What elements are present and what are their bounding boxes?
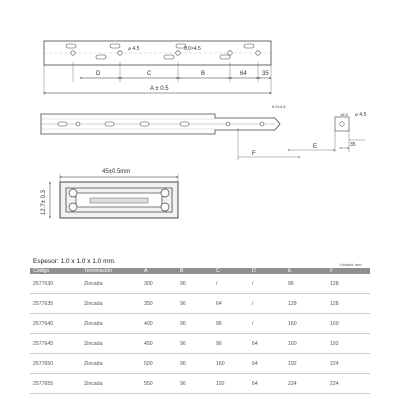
mounting-slot: [164, 55, 174, 59]
mounting-slot: [220, 55, 230, 59]
col-header: F: [328, 268, 370, 274]
table-cell: 96: [178, 334, 214, 354]
table-cell: 192: [286, 354, 328, 374]
mounting-slot: [110, 44, 120, 48]
col-header: D: [250, 268, 286, 274]
right-dim-label: 16.5: [340, 112, 348, 117]
table-cell: 96: [214, 314, 250, 334]
top-view: [44, 41, 271, 95]
dim-f: F: [252, 151, 256, 157]
table-cell: 160: [328, 314, 370, 334]
table-cell: Zincada: [82, 334, 142, 354]
table-cell: 192: [328, 334, 370, 354]
table-row: [30, 314, 370, 334]
ball-bearing: [69, 203, 77, 211]
table-cell: 192: [214, 374, 250, 394]
table-cell: 450: [142, 334, 178, 354]
table-cell: 160: [286, 314, 328, 334]
col-header: C: [214, 268, 250, 274]
side-hole: [76, 122, 80, 126]
side-hole: [180, 122, 189, 126]
table-row: [30, 354, 370, 374]
spec-title: Espesor: 1.0 x 1.0 x 1.0 mm.: [33, 258, 116, 265]
table-cell: 224: [328, 354, 370, 374]
end-bracket: [335, 117, 349, 131]
mounting-hole: [176, 51, 180, 55]
table-cell: /: [250, 314, 286, 334]
unit-note: Unidad: mm: [340, 262, 362, 267]
table-cell: /: [214, 274, 250, 294]
table-cell: 96: [178, 274, 214, 294]
table-cell: 96: [178, 354, 214, 374]
table-cell: 2577635: [30, 294, 82, 314]
spec-table: [30, 268, 370, 394]
table-cell: 96: [214, 334, 250, 354]
table-cell: 300: [142, 274, 178, 294]
table-cell: 2577630: [30, 274, 82, 294]
col-header: Código: [30, 268, 82, 274]
col-header: B: [178, 268, 214, 274]
side-hole: [140, 122, 149, 126]
side-hole: [226, 122, 230, 126]
ball-bearing: [161, 203, 169, 211]
table-cell: /: [250, 274, 286, 294]
table-cell: 96: [178, 314, 214, 334]
dim-c: C: [147, 71, 152, 77]
mounting-hole: [118, 51, 122, 55]
section-view: [41, 169, 178, 218]
table-cell: 2577655: [30, 374, 82, 394]
ball-bearing: [69, 189, 77, 197]
mounting-hole: [228, 51, 232, 55]
col-header: E: [286, 268, 328, 274]
table-cell: 2577650: [30, 354, 82, 374]
table-cell: 64: [250, 374, 286, 394]
table-cell: 160: [214, 354, 250, 374]
table-cell: 2577645: [30, 334, 82, 354]
dim-overall: A ± 0.5: [150, 86, 169, 92]
table-cell: 550: [142, 374, 178, 394]
ball-bearing: [161, 189, 169, 197]
hole-label: ⌀ 4.5: [128, 46, 140, 52]
col-header: A: [142, 268, 178, 274]
mounting-hole: [256, 51, 260, 55]
table-cell: 96: [178, 294, 214, 314]
slot-label: 9.0×4.5: [184, 46, 201, 52]
col-header: Terminación: [82, 268, 142, 274]
table-row: [30, 334, 370, 354]
side-hole: [105, 122, 114, 126]
table-cell: 64: [250, 354, 286, 374]
mounting-slot: [96, 55, 106, 59]
mounting-slot: [66, 44, 76, 48]
table-cell: 500: [142, 354, 178, 374]
section-width-label: 45±0.5mm: [102, 169, 131, 175]
table-cell: 64: [214, 294, 250, 314]
dim-35-side: 35: [350, 142, 356, 148]
dim-35: 35: [262, 71, 269, 77]
table-cell: 350: [142, 294, 178, 314]
side-hole: [260, 122, 264, 126]
table-cell: 160: [286, 334, 328, 354]
table-cell: Zincada: [82, 374, 142, 394]
mounting-slot: [244, 44, 254, 48]
side-view: [41, 104, 367, 160]
mounting-hole: [71, 51, 75, 55]
dim-d: D: [96, 71, 101, 77]
table-row: [30, 374, 370, 394]
table-row: [30, 294, 370, 314]
table-cell: 400: [142, 314, 178, 334]
table-cell: Zincada: [82, 274, 142, 294]
table-cell: 128: [328, 294, 370, 314]
table-row: [30, 274, 370, 294]
side-hole: [58, 122, 67, 126]
table-cell: 96: [178, 374, 214, 394]
dim-e: E: [313, 144, 318, 150]
table-cell: 224: [286, 374, 328, 394]
side-slot-label: 9.0×4.5: [272, 104, 286, 109]
section-height-label: 12.7± 0.3: [41, 190, 47, 215]
table-cell: Zincada: [82, 294, 142, 314]
dim-64: 64: [240, 71, 247, 77]
dim-b: B: [201, 71, 206, 77]
table-cell: /: [250, 294, 286, 314]
right-hole-label: ⌀ 4.5: [355, 112, 367, 118]
table-cell: 224: [328, 374, 370, 394]
table-cell: 96: [286, 274, 328, 294]
table-cell: Zincada: [82, 354, 142, 374]
table-cell: 128: [328, 274, 370, 294]
table-cell: 128: [286, 294, 328, 314]
table-cell: Zincada: [82, 314, 142, 334]
table-cell: 2577640: [30, 314, 82, 334]
table-cell: 64: [250, 334, 286, 354]
